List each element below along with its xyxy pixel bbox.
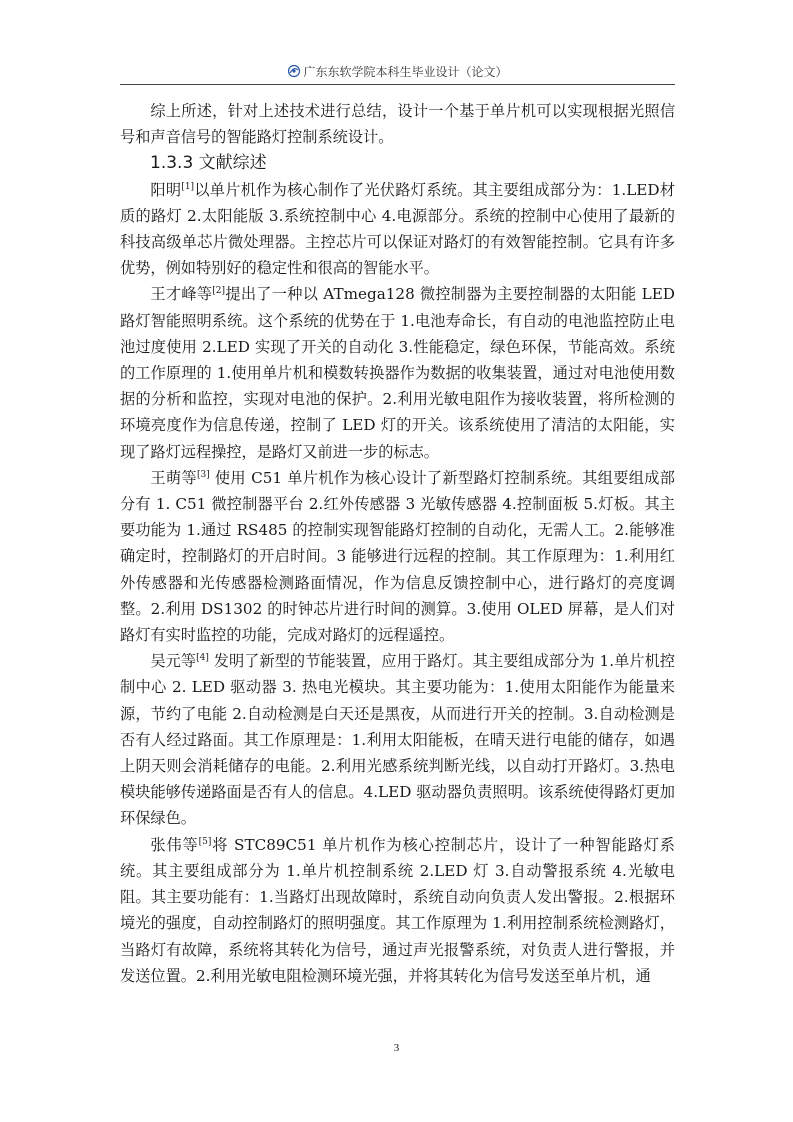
- citation-marker: [3]: [196, 469, 210, 480]
- reference-text: 发明了新型的节能装置，应用于路灯。其主要组成部分为 1.单片机控制中心 2. LED 驱动器 3. 热电光模块。其主要功能为：1.使用太阳能作为能量来源，节约了电能 2.自动检测是白天还是黑夜，从而进行开关的控制。3.自动检测是否有人经过路面。其工作原理是：1.利用太阳能板，在晴天进行电能的储存，如遇上阴天则会消耗储存的电能。2.利用光感系统判断光线，以自动打开路灯。3.热电模块能够传递路面是否有人的信息。4.LED 驱动器负责照明。该系统使得路灯更加环保绿色。: [120, 652, 675, 828]
- reference-author: 吴元等: [150, 652, 197, 671]
- citation-marker: [1]: [181, 181, 195, 192]
- reference-paragraph: [120, 648, 675, 831]
- reference-author: 张伟等: [150, 835, 199, 854]
- header-text: 广东东软学院本科生毕业设计（论文）: [303, 65, 508, 79]
- reference-paragraph: [120, 465, 675, 648]
- header-rule: [120, 84, 675, 85]
- reference-author: 阳明: [150, 180, 182, 199]
- reference-text: 将 STC89C51 单片机作为核心控制芯片，设计了一种智能路灯系统。其主要组成部分为 1.单片机控制系统 2.LED 灯 3.自动警报系统 4.光敏电阻。其主要功能有：1.当路灯出现故障时，系统自动向负责人发出警报。2.根据环境光的强度，自动控制路灯的照明强度。其工作原理为 1.利用控制系统检测路灯，当路灯有故障，系统将其转化为信号，通过声光报警系统，对负责人进行警报，并发送位置。2.利用光敏电阻检测环境光强，并将其转化为信号发送至单片机，通: [120, 835, 675, 985]
- body-text: [120, 98, 675, 989]
- citation-marker: [2]: [212, 286, 226, 297]
- reference-author: 王才峰等: [150, 285, 213, 304]
- citation-marker: [5]: [198, 836, 212, 847]
- reference-paragraph: [120, 832, 675, 989]
- reference-author: 王萌等: [150, 468, 197, 487]
- running-header: [120, 62, 675, 82]
- reference-text: 以单片机作为核心制作了光伏路灯系统。其主要组成部分为：1.LED材质的路灯 2.太阳能版 3.系统控制中心 4.电源部分。系统的控制中心使用了最新的科技高级单芯片微处理器。主控芯片可以保证对路灯的有效智能控制。它具有许多优势，例如特别好的稳定性和很高的智能水平。: [120, 180, 676, 278]
- intro-paragraph: 综上所述，针对上述技术进行总结，设计一个基于单片机可以实现根据光照信号和声音信号的智能路灯控制系统设计。: [120, 102, 675, 147]
- section-number: 1.3.3: [150, 153, 194, 174]
- section-title: 文献综述: [198, 153, 267, 174]
- reference-paragraph: [120, 281, 675, 464]
- reference-paragraph: [120, 177, 675, 282]
- reference-text: 提出了一种以 ATmega128 微控制器为主要控制器的太阳能 LED 路灯智能照明系统。这个系统的优势在于 1.电池寿命长，有自动的电池监控防止电池过度使用 2.LED 实现了开关的自动化 3.性能稳定，绿色环保，节能高效。系统的工作原理的 1.使用单片机和模数转换器作为数据的收集装置，通过对电池使用数据的分析和监控，实现对电池的保护。2.利用光敏电阻作为接收装置，将所检测的环境亮度作为信息传递，控制了 LED 灯的开关。该系统使用了清洁的太阳能，实现了路灯远程操控，是路灯又前进一步的标志。: [120, 285, 675, 461]
- page-number: 3: [393, 1042, 400, 1054]
- section-heading: [120, 150, 675, 176]
- citation-marker: [4]: [196, 653, 209, 664]
- school-emblem-icon: [287, 64, 301, 78]
- reference-text: 使用 C51 单片机作为核心设计了新型路灯控制系统。其组要组成部分有 1. C51 微控制器平台 2.红外传感器 3 光敏传感器 4.控制面板 5.灯板。其主要功能为 1.通过 RS485 的控制实现智能路灯控制的自动化，无需人工。2.能够准确定时，控制路灯的开启时间。3 能够进行远程的控制。其工作原理为：1.利用红外传感器和光传感器检测路面情况，作为信息反馈控制中心，进行路灯的亮度调整。2.利用 DS1302 的时钟芯片进行时间的测算。3.使用 OLED 屏幕，是人们对路灯有实时监控的功能，完成对路灯的远程遥控。: [120, 468, 675, 645]
